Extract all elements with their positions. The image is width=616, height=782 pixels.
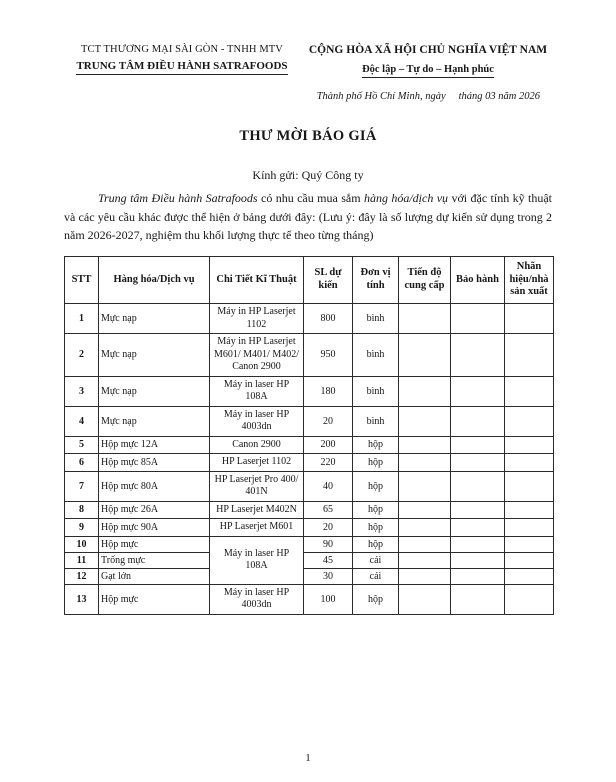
- column-header-1: Hàng hóa/Dịch vụ: [99, 257, 210, 304]
- cell-specification: HP Laserjet M601: [210, 519, 304, 537]
- column-header-7: Nhãn hiệu/nhà sản xuất: [505, 257, 554, 304]
- table-body: [65, 304, 554, 615]
- salutation: Kính gửi: Quý Công ty: [252, 168, 364, 183]
- cell-brand: [505, 304, 554, 334]
- cell-warranty: [451, 552, 505, 568]
- cell-warranty: [451, 584, 505, 614]
- organization-name: TRUNG TÂM ĐIỀU HÀNH SATRAFOODS: [76, 60, 287, 75]
- cell-item-name: Mực nạp: [99, 304, 210, 334]
- cell-brand: [505, 436, 554, 454]
- cell-unit: hộp: [353, 519, 399, 537]
- cell-item-name: Gạt lớn: [99, 568, 210, 584]
- column-header-0: STT: [65, 257, 99, 304]
- cell-unit: hộp: [353, 536, 399, 552]
- cell-item-name: Hộp mực 26A: [99, 501, 210, 519]
- cell-stt: 9: [65, 519, 99, 537]
- cell-delivery-schedule: [399, 501, 451, 519]
- cell-delivery-schedule: [399, 471, 451, 501]
- cell-delivery-schedule: [399, 584, 451, 614]
- cell-item-name: Mực nạp: [99, 334, 210, 377]
- cell-specification: Máy in HP Laserjet M601/ M401/ M402/ Canon 2900: [210, 334, 304, 377]
- cell-quantity: 180: [304, 376, 353, 406]
- body-segment-2: hàng hóa/dịch vụ: [363, 191, 449, 206]
- table-row: [65, 334, 554, 377]
- cell-specification: Máy in laser HP 4003dn: [210, 584, 304, 614]
- cell-specification: Máy in HP Laserjet 1102: [210, 304, 304, 334]
- cell-quantity: 30: [304, 568, 353, 584]
- table-row: [65, 536, 554, 552]
- cell-brand: [505, 536, 554, 552]
- cell-quantity: 200: [304, 436, 353, 454]
- cell-stt: 1: [65, 304, 99, 334]
- cell-stt: 6: [65, 454, 99, 472]
- cell-stt: 3: [65, 376, 99, 406]
- page-number: 1: [305, 752, 311, 764]
- cell-item-name: Mực nạp: [99, 376, 210, 406]
- body-segment-3: với đặc tính kỹ thuật và các yêu cầu khác được thể hiện ở bảng dưới đây: (Lưu ý: đây là số lượng dự kiến sử dụng trong 2 năm 2026-2027, nghiệm thu khối lượng thực tế theo từng tháng): [64, 191, 553, 242]
- column-header-2: Chi Tiết Kĩ Thuật: [210, 257, 304, 304]
- cell-unit: bình: [353, 304, 399, 334]
- cell-warranty: [451, 376, 505, 406]
- cell-stt: 13: [65, 584, 99, 614]
- cell-item-name: Mực nạp: [99, 406, 210, 436]
- national-title: CỘNG HÒA XÃ HỘI CHỦ NGHĨA VIỆT NAM: [308, 44, 548, 56]
- cell-brand: [505, 406, 554, 436]
- cell-warranty: [451, 406, 505, 436]
- table-row: [65, 552, 554, 568]
- cell-stt: 2: [65, 334, 99, 377]
- table-row: [65, 436, 554, 454]
- organization-block: [62, 44, 302, 75]
- cell-brand: [505, 552, 554, 568]
- cell-specification: HP Laserjet 1102: [210, 454, 304, 472]
- national-heading-block: [302, 44, 554, 78]
- cell-brand: [505, 519, 554, 537]
- cell-unit: hộp: [353, 501, 399, 519]
- cell-stt: 10: [65, 536, 99, 552]
- table-row: [65, 584, 554, 614]
- cell-item-name: Hộp mực 12A: [99, 436, 210, 454]
- column-header-4: Đơn vị tính: [353, 257, 399, 304]
- cell-quantity: 20: [304, 406, 353, 436]
- cell-unit: cái: [353, 568, 399, 584]
- page-title: THƯ MỜI BÁO GIÁ: [239, 128, 377, 145]
- column-header-5: Tiến độ cung cấp: [399, 257, 451, 304]
- cell-warranty: [451, 304, 505, 334]
- cell-unit: cái: [353, 552, 399, 568]
- cell-specification: Máy in laser HP 4003dn: [210, 406, 304, 436]
- cell-unit: hộp: [353, 584, 399, 614]
- cell-specification: Máy in laser HP 108A: [210, 536, 304, 584]
- cell-delivery-schedule: [399, 568, 451, 584]
- cell-brand: [505, 584, 554, 614]
- body-segment-0: Trung tâm Điều hành Satrafoods: [98, 191, 258, 206]
- cell-item-name: Hộp mực 90A: [99, 519, 210, 537]
- cell-brand: [505, 568, 554, 584]
- cell-delivery-schedule: [399, 436, 451, 454]
- cell-brand: [505, 501, 554, 519]
- cell-quantity: 20: [304, 519, 353, 537]
- cell-warranty: [451, 471, 505, 501]
- cell-brand: [505, 334, 554, 377]
- cell-unit: hộp: [353, 454, 399, 472]
- table-row: [65, 376, 554, 406]
- cell-item-name: Hộp mực: [99, 584, 210, 614]
- cell-unit: bình: [353, 334, 399, 377]
- cell-delivery-schedule: [399, 406, 451, 436]
- cell-specification: Canon 2900: [210, 436, 304, 454]
- cell-item-name: Hộp mực: [99, 536, 210, 552]
- cell-specification: HP Laserjet Pro 400/ 401N: [210, 471, 304, 501]
- cell-stt: 12: [65, 568, 99, 584]
- cell-stt: 11: [65, 552, 99, 568]
- cell-unit: bình: [353, 406, 399, 436]
- cell-quantity: 950: [304, 334, 353, 377]
- cell-quantity: 90: [304, 536, 353, 552]
- cell-warranty: [451, 519, 505, 537]
- cell-warranty: [451, 536, 505, 552]
- table-row: [65, 304, 554, 334]
- quotation-table-wrap: [0, 244, 616, 615]
- cell-delivery-schedule: [399, 454, 451, 472]
- cell-warranty: [451, 454, 505, 472]
- date-suffix: tháng 03 năm 2026: [458, 91, 540, 103]
- table-row: [65, 568, 554, 584]
- cell-quantity: 800: [304, 304, 353, 334]
- cell-brand: [505, 471, 554, 501]
- cell-warranty: [451, 334, 505, 377]
- cell-specification: Máy in laser HP 108A: [210, 376, 304, 406]
- column-header-6: Bảo hành: [451, 257, 505, 304]
- cell-specification: HP Laserjet M402N: [210, 501, 304, 519]
- table-row: [65, 501, 554, 519]
- cell-delivery-schedule: [399, 536, 451, 552]
- cell-unit: hộp: [353, 436, 399, 454]
- cell-warranty: [451, 436, 505, 454]
- cell-stt: 4: [65, 406, 99, 436]
- cell-stt: 8: [65, 501, 99, 519]
- cell-item-name: Trống mực: [99, 552, 210, 568]
- table-header-row: [65, 257, 554, 304]
- table-row: [65, 406, 554, 436]
- table-row: [65, 454, 554, 472]
- cell-quantity: 45: [304, 552, 353, 568]
- cell-delivery-schedule: [399, 334, 451, 377]
- cell-stt: 7: [65, 471, 99, 501]
- table-row: [65, 471, 554, 501]
- cell-delivery-schedule: [399, 519, 451, 537]
- cell-delivery-schedule: [399, 304, 451, 334]
- cell-brand: [505, 376, 554, 406]
- column-header-3: SL dự kiến: [304, 257, 353, 304]
- cell-unit: hộp: [353, 471, 399, 501]
- date-prefix: Thành phố Hồ Chí Minh, ngày: [316, 91, 446, 103]
- table-header: [65, 257, 554, 304]
- cell-quantity: 65: [304, 501, 353, 519]
- cell-quantity: 100: [304, 584, 353, 614]
- national-motto: Độc lập – Tự do – Hạnh phúc: [362, 64, 494, 79]
- body-paragraph: [0, 183, 616, 244]
- cell-delivery-schedule: [399, 376, 451, 406]
- cell-item-name: Hộp mực 80A: [99, 471, 210, 501]
- organization-parent-name: TCT THƯƠNG MẠI SÀI GÒN - TNHH MTV: [81, 44, 283, 55]
- body-segment-1: có nhu cầu mua sắm: [257, 191, 364, 206]
- letterhead: [0, 0, 616, 78]
- table-row: [65, 519, 554, 537]
- cell-quantity: 220: [304, 454, 353, 472]
- quotation-table: [64, 256, 554, 615]
- cell-stt: 5: [65, 436, 99, 454]
- place-and-date: [0, 78, 616, 102]
- cell-quantity: 40: [304, 471, 353, 501]
- cell-warranty: [451, 501, 505, 519]
- cell-item-name: Hộp mực 85A: [99, 454, 210, 472]
- cell-brand: [505, 454, 554, 472]
- cell-warranty: [451, 568, 505, 584]
- cell-delivery-schedule: [399, 552, 451, 568]
- cell-unit: bình: [353, 376, 399, 406]
